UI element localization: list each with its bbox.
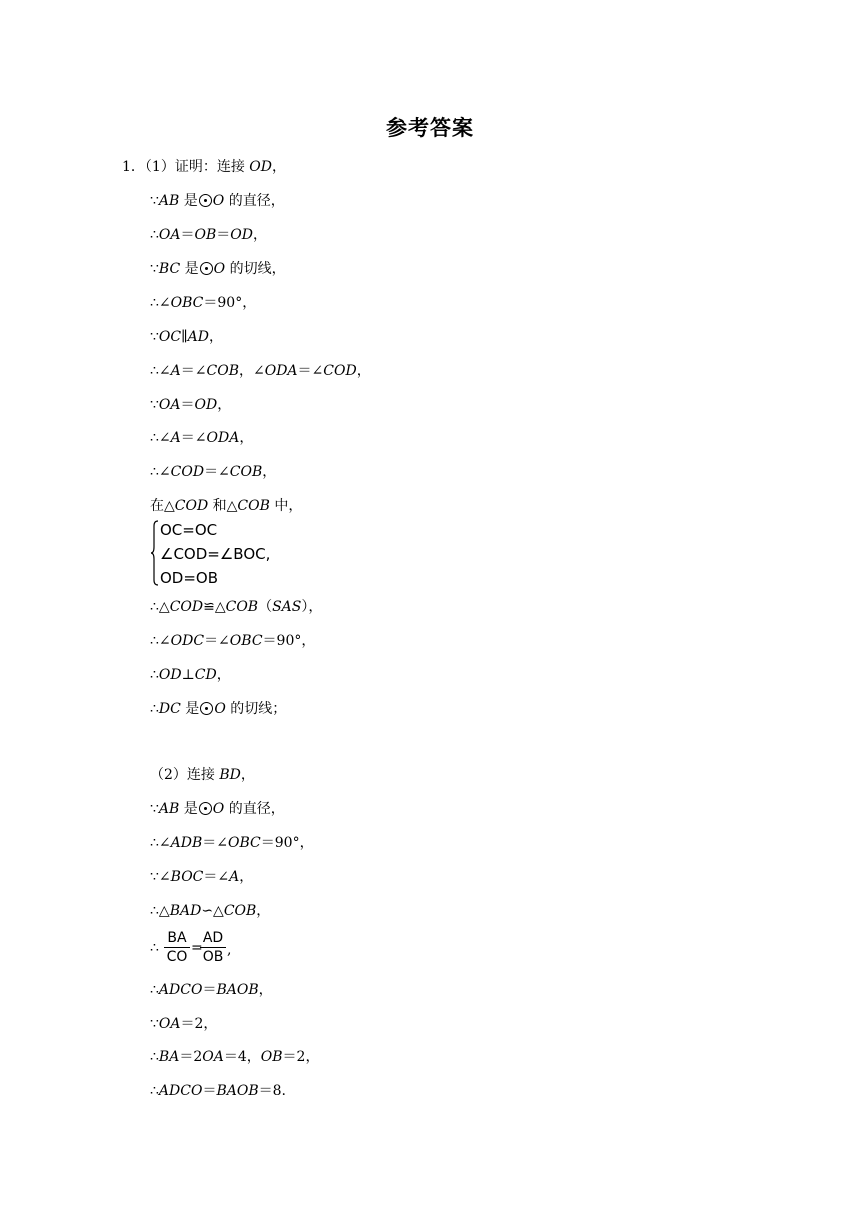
part1-line-3 [150,225,267,245]
var: OA [202,1049,224,1065]
var: SAS [272,599,302,615]
var: OD [194,397,218,413]
text: 中， [269,498,303,514]
system-row-3: OD=OB [160,569,219,587]
text: ， [271,159,286,175]
var: OB [194,227,217,243]
part2-line-5 [150,901,270,921]
part2-line-2 [150,799,285,819]
part1-line-10 [150,462,276,482]
text: ∴ [150,982,159,998]
text: ， [208,329,223,345]
therefore-symbol: ∴ [150,940,159,956]
text: ， [216,667,231,683]
text: ＝ [202,1083,217,1099]
text: ∴ [150,1083,159,1099]
fraction-equation [150,930,270,970]
text: ∵ [150,193,159,209]
text: 在△ [150,498,175,514]
part1-line-8 [150,395,231,415]
text: ∽△ [201,903,224,919]
text: ， [217,397,232,413]
text: ＝∠ [204,464,230,480]
text: 的切线； [225,701,287,717]
text: 是 [179,193,198,209]
var: BAOB [216,1083,259,1099]
var: OBC [228,835,261,851]
var: DC [158,701,181,717]
text: ＝∠ [204,633,230,649]
part1-line-7 [150,361,371,381]
text: 的直径， [224,801,285,817]
part2-line-6 [150,980,273,1000]
text: 是 [180,701,200,717]
text: ＝ [180,397,195,413]
text: ∴∠ [150,464,171,480]
var: OB [260,1049,283,1065]
equation-system [150,520,300,588]
circle-dot-icon [200,702,213,715]
part1-line-4 [150,259,286,279]
text: ＝90°， [203,295,257,311]
var: A [170,430,181,446]
text: ＝2， [282,1049,320,1065]
text: 和△ [208,498,238,514]
var: OD [230,227,253,243]
text: ）， [301,599,323,615]
var: ADB [170,835,203,851]
text: ∴ [150,701,159,717]
comma: , [227,942,232,958]
text: ∵ [150,397,159,413]
var: OBC [229,633,263,649]
var: AB [158,193,180,209]
part1-line-1 [122,157,286,177]
text: ∴△ [150,903,170,919]
text: （2）连接 [150,767,220,783]
circle-dot-icon [199,802,212,815]
system-row-1: OC=OC [160,521,218,539]
text: ＝∠ [180,363,207,379]
part1-line-12 [150,597,322,617]
var: COD [169,599,204,615]
text: ＝∠ [180,430,207,446]
text: 1．（1）证明：连接 [122,159,250,175]
text: ＝ [180,227,195,243]
var: COD [174,498,209,514]
var: OD [249,159,272,175]
var: OA [158,227,181,243]
text: 是 [179,801,198,817]
text: 的切线， [225,261,286,277]
part1-line-15 [150,699,286,719]
part2-line-9 [150,1081,286,1101]
part1-line-6 [150,327,223,347]
part2-line-1 [150,765,255,785]
var: BA [158,1049,180,1065]
var: BOC [170,869,204,885]
part1-line-9 [150,428,253,448]
part1-line-2 [150,191,285,211]
part1-line-14 [150,665,231,685]
text: ， [258,982,273,998]
part2-line-4 [150,867,253,887]
var: COB [229,464,263,480]
var: ODA [264,363,298,379]
var: COB [237,498,270,514]
text: ≌△ [203,599,226,615]
text: ， [262,464,277,480]
var: O [213,261,226,277]
part2-line-3 [150,833,314,853]
var: OBC [170,295,204,311]
text: ， [239,869,254,885]
var: COD [323,363,357,379]
text: ＝2， [180,1016,218,1032]
system-row-2: ∠COD=∠BOC, [160,545,271,563]
var: OA [158,397,181,413]
text: ⊥ [181,667,195,683]
var: OC [158,329,182,345]
var: OD [158,667,182,683]
text: ＝∠ [202,835,228,851]
text: ＝90°， [260,835,314,851]
var: COB [225,599,259,615]
var: AB [158,801,180,817]
text: ， [239,430,254,446]
text: ＝90°， [262,633,316,649]
text: ＝ [216,227,231,243]
text: ∵∠ [150,869,171,885]
text: 是 [180,261,199,277]
text: ＝∠ [297,363,324,379]
text: ， [240,767,255,783]
text: ， [356,363,371,379]
numerator: BA [167,930,187,946]
var: ODC [170,633,205,649]
text: ∴△ [150,599,170,615]
var: COB [223,903,257,919]
text: ，∠ [238,363,265,379]
var: OA [158,1016,181,1032]
text: ＝2 [179,1049,203,1065]
var: BC [158,261,181,277]
fraction-ba-over-co [164,930,190,966]
text: ＝4， [223,1049,261,1065]
text: ＝8. [258,1083,286,1099]
text: ∴∠ [150,835,171,851]
part1-line-5 [150,293,256,313]
circle-dot-icon [200,262,213,275]
text: ∵ [150,261,159,277]
text: ∴ [150,227,159,243]
denominator: OB [202,949,224,965]
page-title: 参考答案 [386,116,474,140]
part1-line-11 [150,496,302,516]
text: ∴∠ [150,430,171,446]
text: （ [258,599,273,615]
text: ＝∠ [203,869,230,885]
var: ODA [206,430,240,446]
var: BAD [169,903,202,919]
var: AD [187,329,209,345]
text: ＝ [202,982,217,998]
var: BAOB [216,982,259,998]
var: O [214,701,226,717]
text: ∴ [150,1049,159,1065]
text: ， [252,227,267,243]
part1-line-13 [150,631,315,651]
fraction-ad-over-ob [200,930,226,966]
var: A [170,363,181,379]
var: ADCO [158,982,203,998]
var: CD [194,667,217,683]
text: 的直径， [224,193,285,209]
text: ∴∠ [150,633,171,649]
text: ∵ [150,801,159,817]
text: ， [256,903,271,919]
equals-sign: = [191,940,203,956]
part2-line-7 [150,1014,217,1034]
text: ∵ [150,1016,159,1032]
circle-dot-icon [199,194,212,207]
text: ∴ [150,667,159,683]
part2-line-8 [150,1047,319,1067]
var: O [212,193,225,209]
var: COB [206,363,239,379]
var: O [212,801,225,817]
var: COD [170,464,205,480]
numerator: AD [202,930,224,946]
text: ∵ [150,329,159,345]
text: ∴∠ [150,363,171,379]
denominator: CO [166,949,188,965]
text: ∥ [181,329,188,345]
var: BD [219,767,241,783]
var: A [229,869,240,885]
text: ∴∠ [150,295,171,311]
left-brace-icon [150,520,160,586]
var: ADCO [158,1083,203,1099]
